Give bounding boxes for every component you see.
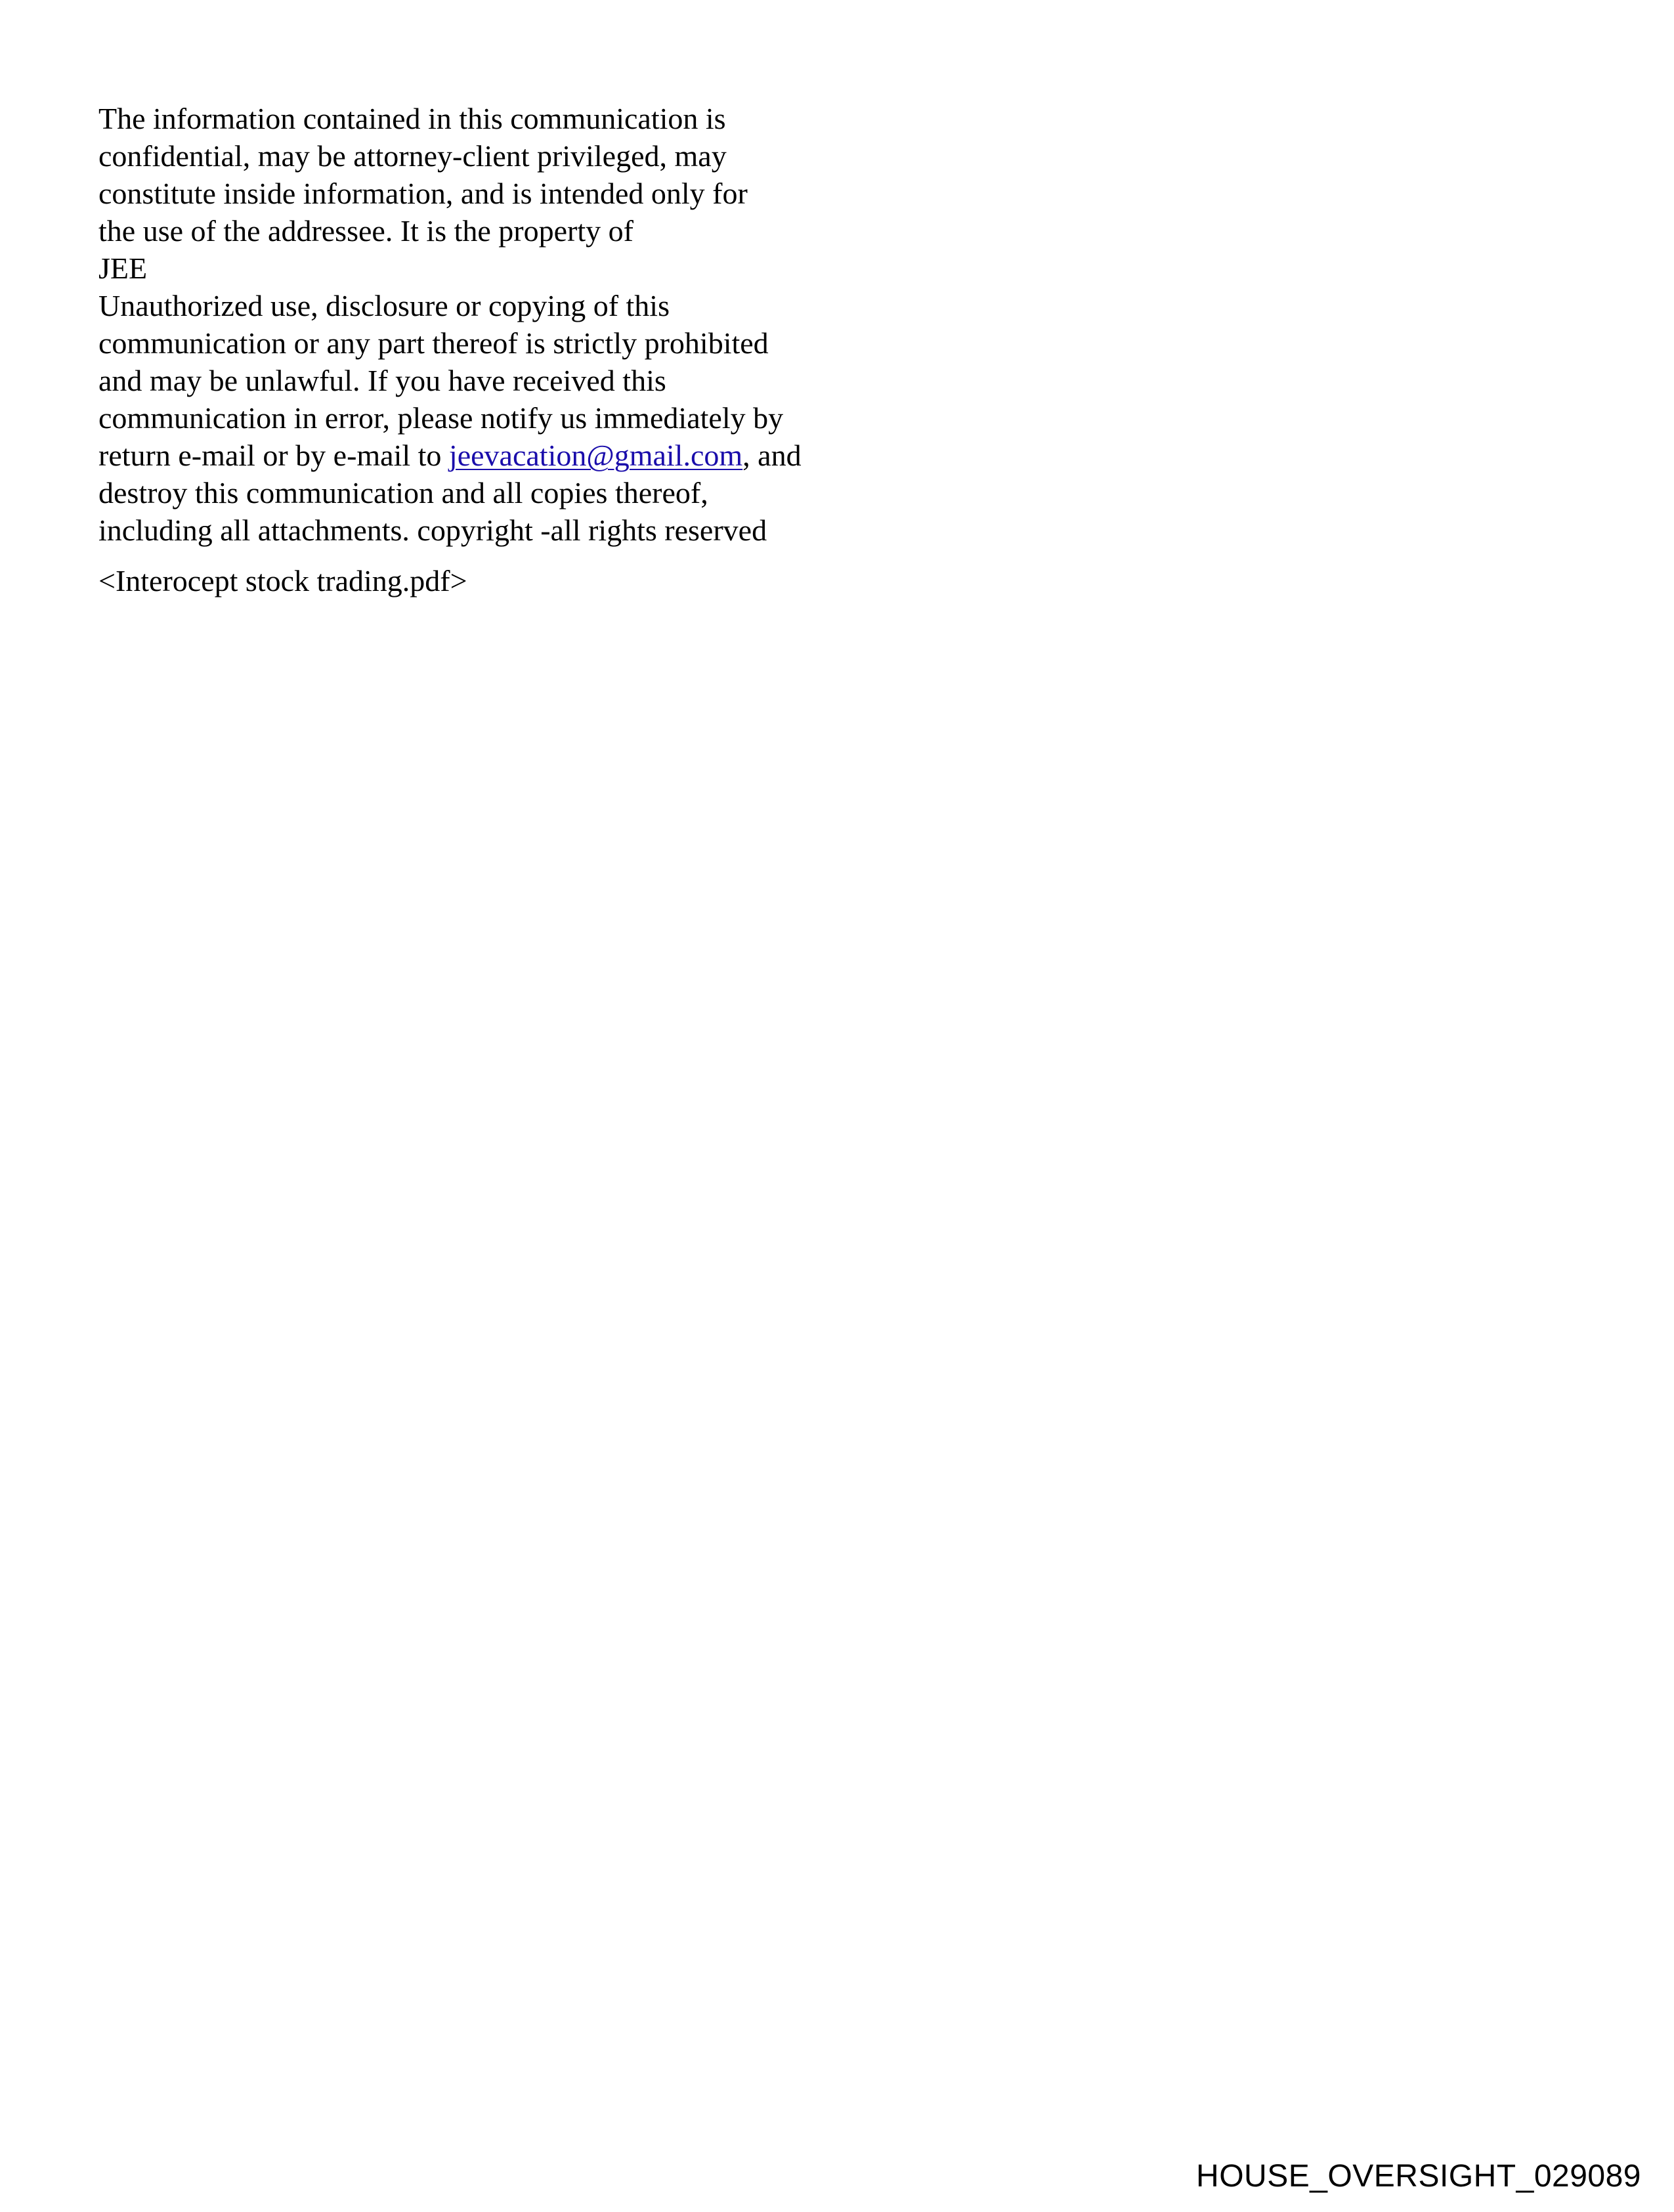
attachment-filename: <Interocept stock trading.pdf> [98,564,467,597]
disclaimer-line: Unauthorized use, disclosure or copying of this [98,289,670,322]
return-email-prefix: return e-mail or by e-mail to [98,439,449,472]
disclaimer-line: confidential, may be attorney-client privileged, may [98,139,727,173]
disclaimer-line: communication or any part thereof is strictly prohibited [98,326,769,360]
disclaimer-line: communication in error, please notify us immediately by [98,401,784,435]
disclaimer-line: including all attachments. copyright -all rights reserved [98,513,767,547]
disclaimer-line: and may be unlawful. If you have received this [98,364,666,397]
disclaimer-email-line [98,437,952,474]
bates-number: HOUSE_OVERSIGHT_029089 [1196,2159,1641,2194]
disclaimer-line: destroy this communication and all copies thereof, [98,476,708,510]
disclaimer-line: constitute inside information, and is intended only for [98,177,748,210]
email-link[interactable]: jeevacation@gmail.com [448,439,743,472]
return-email-suffix: , and [742,439,802,472]
disclaimer-line: the use of the addressee. It is the property of [98,214,633,248]
disclaimer-line: JEE [98,251,148,285]
disclaimer-line: The information contained in this communication is [98,102,726,135]
confidentiality-disclaimer [98,100,952,549]
